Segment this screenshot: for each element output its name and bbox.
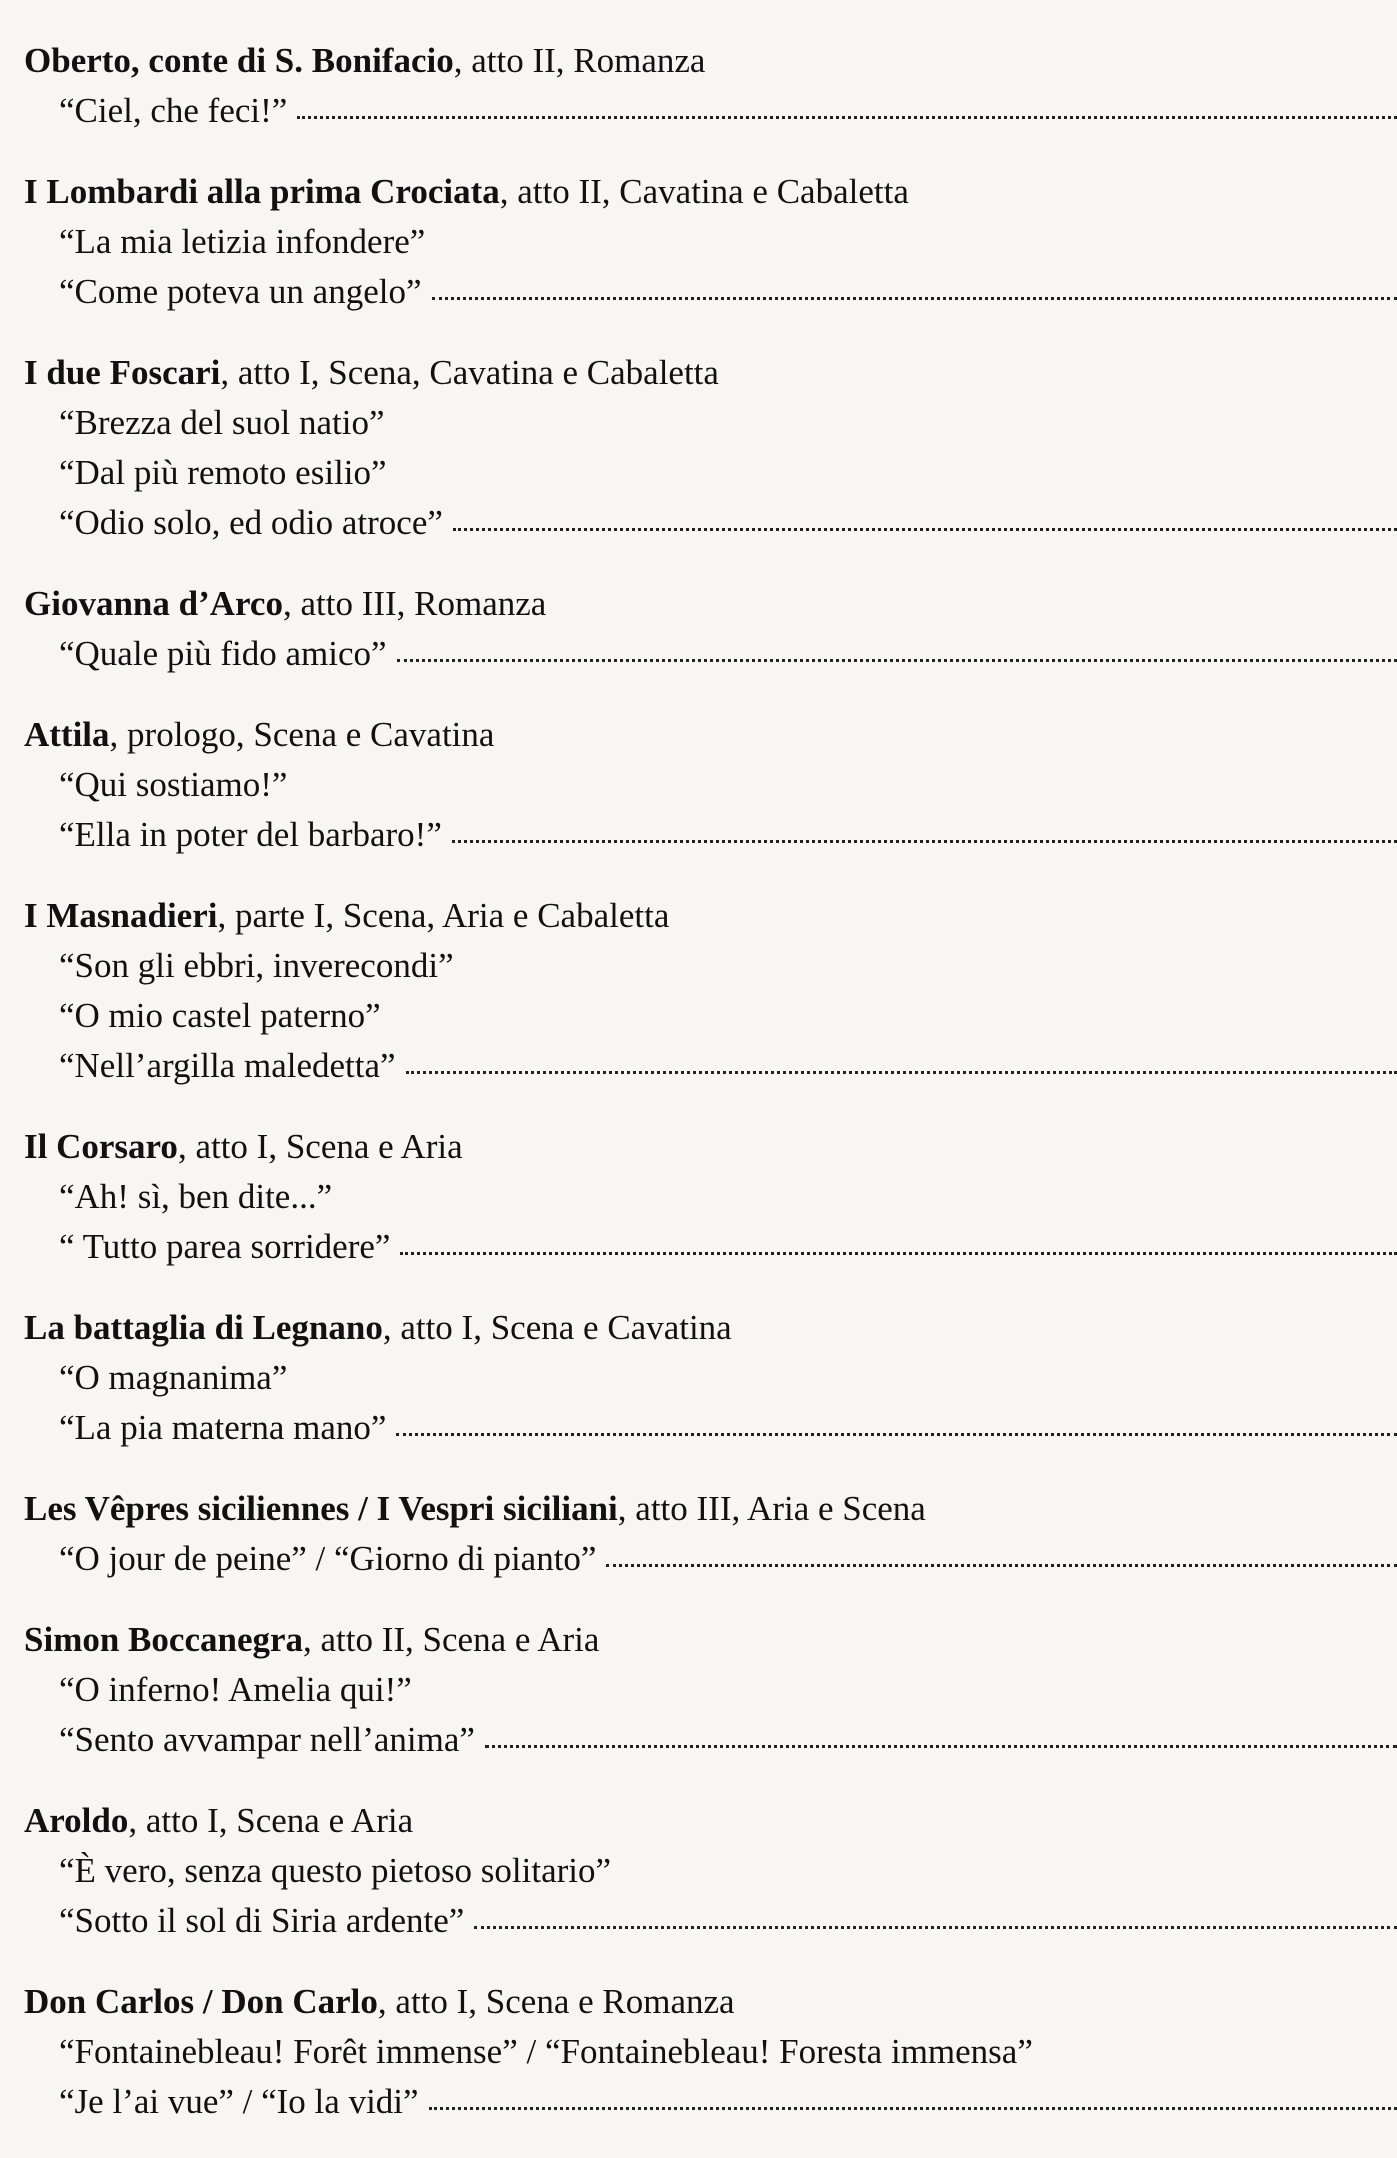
dot-leader	[397, 659, 1397, 662]
aria-line	[24, 1846, 1397, 1896]
opera-heading	[24, 1303, 1397, 1353]
aria-line	[24, 1041, 1397, 1091]
opera-heading	[24, 348, 1397, 398]
aria-line	[24, 1896, 1397, 1946]
aria-incipit: “O jour de peine” / “Giorno di pianto”	[59, 1539, 597, 1578]
opera-title: I Lombardi alla prima Crociata	[24, 172, 500, 211]
opera-act-detail: , atto I, Scena, Cavatina e Cabaletta	[220, 353, 719, 392]
aria-incipit: “La mia letizia infondere”	[59, 222, 426, 261]
aria-line	[24, 267, 1397, 317]
opera-heading	[24, 167, 1397, 217]
opera-title: Giovanna d’Arco	[24, 584, 283, 623]
aria-incipit: “Fontainebleau! Forêt immense” / “Fontainebleau! Foresta immensa”	[59, 2032, 1033, 2071]
opera-title: I Masnadieri	[24, 896, 218, 935]
aria-line	[24, 498, 1397, 548]
dot-leader	[297, 116, 1397, 119]
opera-entry	[24, 710, 1397, 860]
aria-line	[24, 991, 1397, 1041]
aria-line	[24, 448, 1397, 498]
opera-entry	[24, 1977, 1397, 2127]
aria-incipit: “È vero, senza questo pietoso solitario”	[59, 1851, 612, 1890]
aria-incipit: “Sento avvampar nell’anima”	[59, 1720, 475, 1759]
aria-incipit: “Qui sostiamo!”	[59, 765, 288, 804]
entry-list	[24, 36, 1397, 2127]
aria-incipit: “Brezza del suol natio”	[59, 403, 385, 442]
opera-title: Aroldo	[24, 1801, 129, 1840]
opera-act-detail: , atto II, Cavatina e Cabaletta	[499, 172, 909, 211]
dot-leader	[400, 1252, 1397, 1255]
aria-incipit: “Sotto il sol di Siria ardente”	[59, 1901, 465, 1940]
opera-title: La battaglia di Legnano	[24, 1308, 383, 1347]
aria-incipit: “La pia materna mano”	[59, 1408, 387, 1447]
aria-incipit: “Dal più remoto esilio”	[59, 453, 387, 492]
opera-heading	[24, 1615, 1397, 1665]
aria-incipit: “Je l’ai vue” / “Io la vidi”	[59, 2082, 419, 2121]
opera-entry	[24, 1615, 1397, 1765]
aria-incipit: “ Tutto parea sorridere”	[59, 1227, 391, 1266]
aria-incipit: “Ciel, che feci!”	[59, 91, 288, 130]
opera-heading	[24, 1484, 1397, 1534]
dot-leader	[453, 528, 1397, 531]
dot-leader	[396, 1433, 1397, 1436]
track-listing	[24, 36, 1397, 2158]
dot-leader	[406, 1071, 1397, 1074]
aria-incipit: “Son gli ebbri, inverecondi”	[59, 946, 454, 985]
opera-title: Les Vêpres siciliennes / I Vespri siciliani	[24, 1489, 618, 1528]
aria-incipit: “Nell’argilla maledetta”	[59, 1046, 396, 1085]
aria-incipit: “O inferno! Amelia qui!”	[59, 1670, 412, 1709]
opera-act-detail: , atto I, Scena e Aria	[177, 1127, 463, 1166]
opera-entry	[24, 36, 1397, 136]
opera-entry	[24, 167, 1397, 317]
aria-line	[24, 1715, 1397, 1765]
aria-line	[24, 2027, 1397, 2077]
opera-heading	[24, 1796, 1397, 1846]
opera-entry	[24, 348, 1397, 548]
aria-line	[24, 1403, 1397, 1453]
aria-line	[24, 760, 1397, 810]
dot-leader	[606, 1564, 1397, 1567]
opera-heading	[24, 1977, 1397, 2027]
aria-line	[24, 217, 1397, 267]
opera-act-detail: , prologo, Scena e Cavatina	[109, 715, 495, 754]
opera-entry	[24, 1796, 1397, 1946]
opera-entry	[24, 1484, 1397, 1584]
aria-line	[24, 398, 1397, 448]
aria-line	[24, 2077, 1397, 2127]
dot-leader	[432, 297, 1397, 300]
aria-incipit: “O mio castel paterno”	[59, 996, 381, 1035]
aria-line	[24, 1534, 1397, 1584]
opera-act-detail: , atto III, Romanza	[282, 584, 547, 623]
dot-leader	[474, 1926, 1397, 1929]
opera-act-detail: , atto III, Aria e Scena	[617, 1489, 926, 1528]
opera-entry	[24, 891, 1397, 1091]
opera-title: I due Foscari	[24, 353, 221, 392]
aria-line	[24, 810, 1397, 860]
dot-leader	[452, 840, 1397, 843]
dot-leader	[485, 1745, 1397, 1748]
aria-line	[24, 1665, 1397, 1715]
opera-act-detail: , parte I, Scena, Aria e Cabaletta	[217, 896, 670, 935]
aria-incipit: “O magnanima”	[59, 1358, 288, 1397]
aria-incipit: “Ah! sì, ben dite...”	[59, 1177, 333, 1216]
opera-heading	[24, 891, 1397, 941]
dot-leader	[429, 2107, 1397, 2110]
aria-line	[24, 1172, 1397, 1222]
opera-title: Simon Boccanegra	[24, 1620, 304, 1659]
aria-incipit: “Come poteva un angelo”	[59, 272, 422, 311]
opera-title: Don Carlos / Don Carlo	[24, 1982, 378, 2021]
aria-incipit: “Odio solo, ed odio atroce”	[59, 503, 443, 542]
aria-line	[24, 629, 1397, 679]
opera-title: Il Corsaro	[24, 1127, 178, 1166]
opera-act-detail: , atto II, Scena e Aria	[303, 1620, 600, 1659]
opera-title: Attila	[24, 715, 110, 754]
aria-line	[24, 1353, 1397, 1403]
opera-act-detail: , atto I, Scena e Aria	[128, 1801, 414, 1840]
opera-heading	[24, 1122, 1397, 1172]
opera-title: Oberto, conte di S. Bonifacio	[24, 41, 454, 80]
aria-line	[24, 941, 1397, 991]
aria-line	[24, 86, 1397, 136]
aria-incipit: “Quale più fido amico”	[59, 634, 387, 673]
opera-entry	[24, 1122, 1397, 1272]
opera-act-detail: , atto I, Scena e Cavatina	[382, 1308, 732, 1347]
opera-act-detail: , atto II, Romanza	[453, 41, 706, 80]
opera-heading	[24, 36, 1397, 86]
aria-incipit: “Ella in poter del barbaro!”	[59, 815, 442, 854]
opera-heading	[24, 710, 1397, 760]
opera-entry	[24, 1303, 1397, 1453]
opera-heading	[24, 579, 1397, 629]
aria-line	[24, 1222, 1397, 1272]
opera-entry	[24, 579, 1397, 679]
opera-act-detail: , atto I, Scena e Romanza	[377, 1982, 735, 2021]
